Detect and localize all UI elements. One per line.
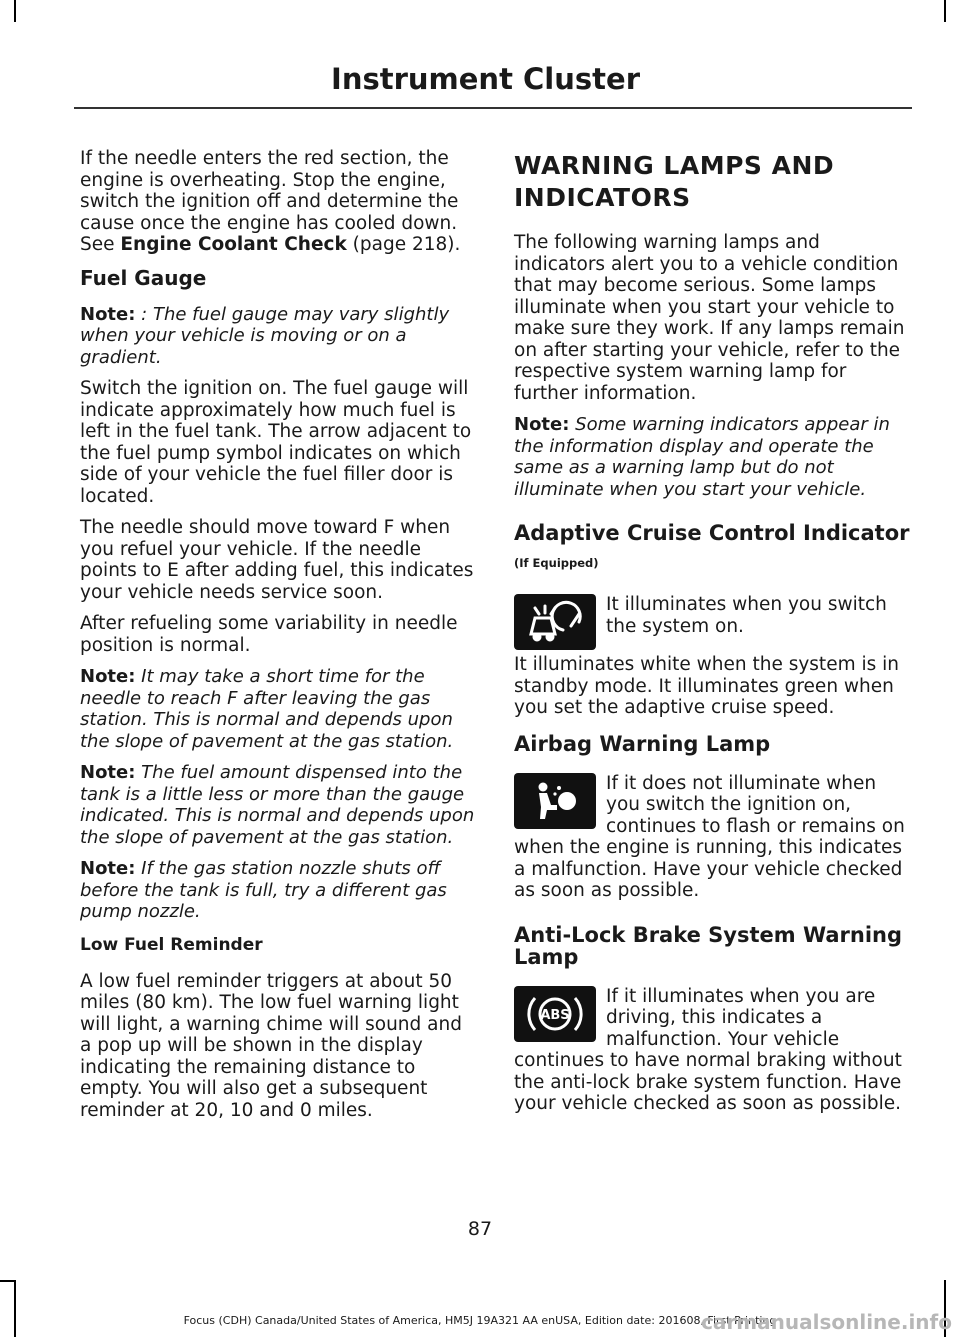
acc-paragraph: It illuminates white when the system is in standby mode. It illuminates green when you set the adaptive cruise speed. bbox=[514, 654, 899, 718]
abs-icon-label: ABS bbox=[540, 1007, 570, 1023]
abs-lamp-block bbox=[514, 980, 910, 1115]
left-column bbox=[80, 148, 476, 1131]
footer-edition-info: Focus (CDH) Canada/United States of America, HM5J 19A321 AA enUSA, Edition date: 201608, First Printing bbox=[183, 1314, 777, 1327]
right-column bbox=[514, 150, 910, 1125]
airbag-lamp-block bbox=[514, 767, 910, 902]
fuel-note-4: Note: If the gas station nozzle shuts off before the tank is full, try a different gas pump nozzle. bbox=[80, 858, 447, 922]
warning-intro-paragraph: The following warning lamps and indicators alert you to a vehicle condition that may become serious. Some lamps illuminate when you start your vehicle to make sure they work. If any lamps remain on after starting your vehicle, refer to the respective system warning lamp for further information. bbox=[514, 232, 905, 404]
fuel-paragraph-2: The needle should move toward F when you refuel your vehicle. If the needle points to E after adding fuel, this indicates your vehicle needs service soon. bbox=[80, 517, 474, 603]
crop-mark-top-right-v bbox=[944, 0, 946, 22]
warning-lamps-heading: WARNING LAMPS AND INDICATORS bbox=[514, 151, 835, 212]
abs-warning-icon bbox=[514, 986, 596, 1042]
warning-note: Note: Some warning indicators appear in the information display and operate the same as a warning lamp but do not illuminate when you start your vehicle. bbox=[514, 414, 890, 500]
watermark: carmanualsonline.info bbox=[701, 1310, 952, 1334]
engine-coolant-link[interactable]: Engine Coolant Check bbox=[120, 234, 347, 255]
airbag-paragraph: If it does not illuminate when you switch the ignition on, continues to flash or remains on when the engine is running, this indicates a malfunction. Have your vehicle checked as soon as possible. bbox=[514, 772, 905, 901]
abs-heading: Anti-Lock Brake System Warning Lamp bbox=[514, 922, 903, 969]
fuel-note-2: Note: It may take a short time for the needle to reach F after leaving the gas station. This is normal and depends upon the slope of pavement at the gas station. bbox=[80, 666, 454, 752]
header-divider bbox=[74, 107, 912, 109]
acc-if-equipped: (If Equipped) bbox=[514, 556, 599, 570]
low-fuel-heading: Low Fuel Reminder bbox=[80, 934, 263, 955]
crop-mark-bottom-left-h bbox=[0, 1280, 16, 1282]
airbag-warning-icon bbox=[514, 773, 596, 829]
fuel-note-1: Note: : The fuel gauge may vary slightly when your vehicle is moving or on a gradient. bbox=[80, 303, 450, 368]
low-fuel-paragraph: A low fuel reminder triggers at about 50 miles (80 km). The low fuel warning light will light, a warning chime will sound and a pop up will be shown in the display indicating the remaining distance to empty. You will also get a subsequent reminder at 20, 10 and 0 miles. bbox=[80, 970, 462, 1121]
crop-mark-bottom-left-v bbox=[14, 1280, 16, 1337]
crop-mark-top-left-v bbox=[14, 0, 16, 22]
fuel-gauge-heading: Fuel Gauge bbox=[80, 265, 207, 290]
page-title: Instrument Cluster bbox=[331, 62, 640, 96]
page-number: 87 bbox=[467, 1218, 493, 1240]
adaptive-cruise-icon bbox=[514, 594, 596, 650]
fuel-note-3: Note: The fuel amount dispensed into the tank is a little less or more than the gauge indicated. This is normal and depends upon the slope of pavement at the gas station. bbox=[80, 762, 475, 848]
fuel-paragraph-3: After refueling some variability in needle position is normal. bbox=[80, 613, 458, 656]
fuel-paragraph-1: Switch the ignition on. The fuel gauge will indicate approximately how much fuel is left in the fuel tank. The arrow adjacent to the fuel pump symbol indicates on which side of your vehicle the fuel filler door is located. bbox=[80, 378, 472, 507]
airbag-heading: Airbag Warning Lamp bbox=[514, 731, 771, 756]
acc-heading: Adaptive Cruise Control Indicator bbox=[514, 521, 910, 545]
abs-paragraph: If it illuminates when you are driving, this indicates a malfunction. Your vehicle continues to have normal braking without the anti-lock brake system function. Have your vehicle checked as soon as possible. bbox=[514, 985, 902, 1114]
acc-lamp-block bbox=[514, 588, 910, 654]
coolant-paragraph: If the needle enters the red section, the engine is overheating. Stop the engine, switch the ignition off and determine the cause once the engine has cooled down. See Engine Coolant Check (page 218). bbox=[80, 148, 461, 255]
acc-lamp-text: It illuminates when you switch the system on. bbox=[606, 594, 887, 637]
